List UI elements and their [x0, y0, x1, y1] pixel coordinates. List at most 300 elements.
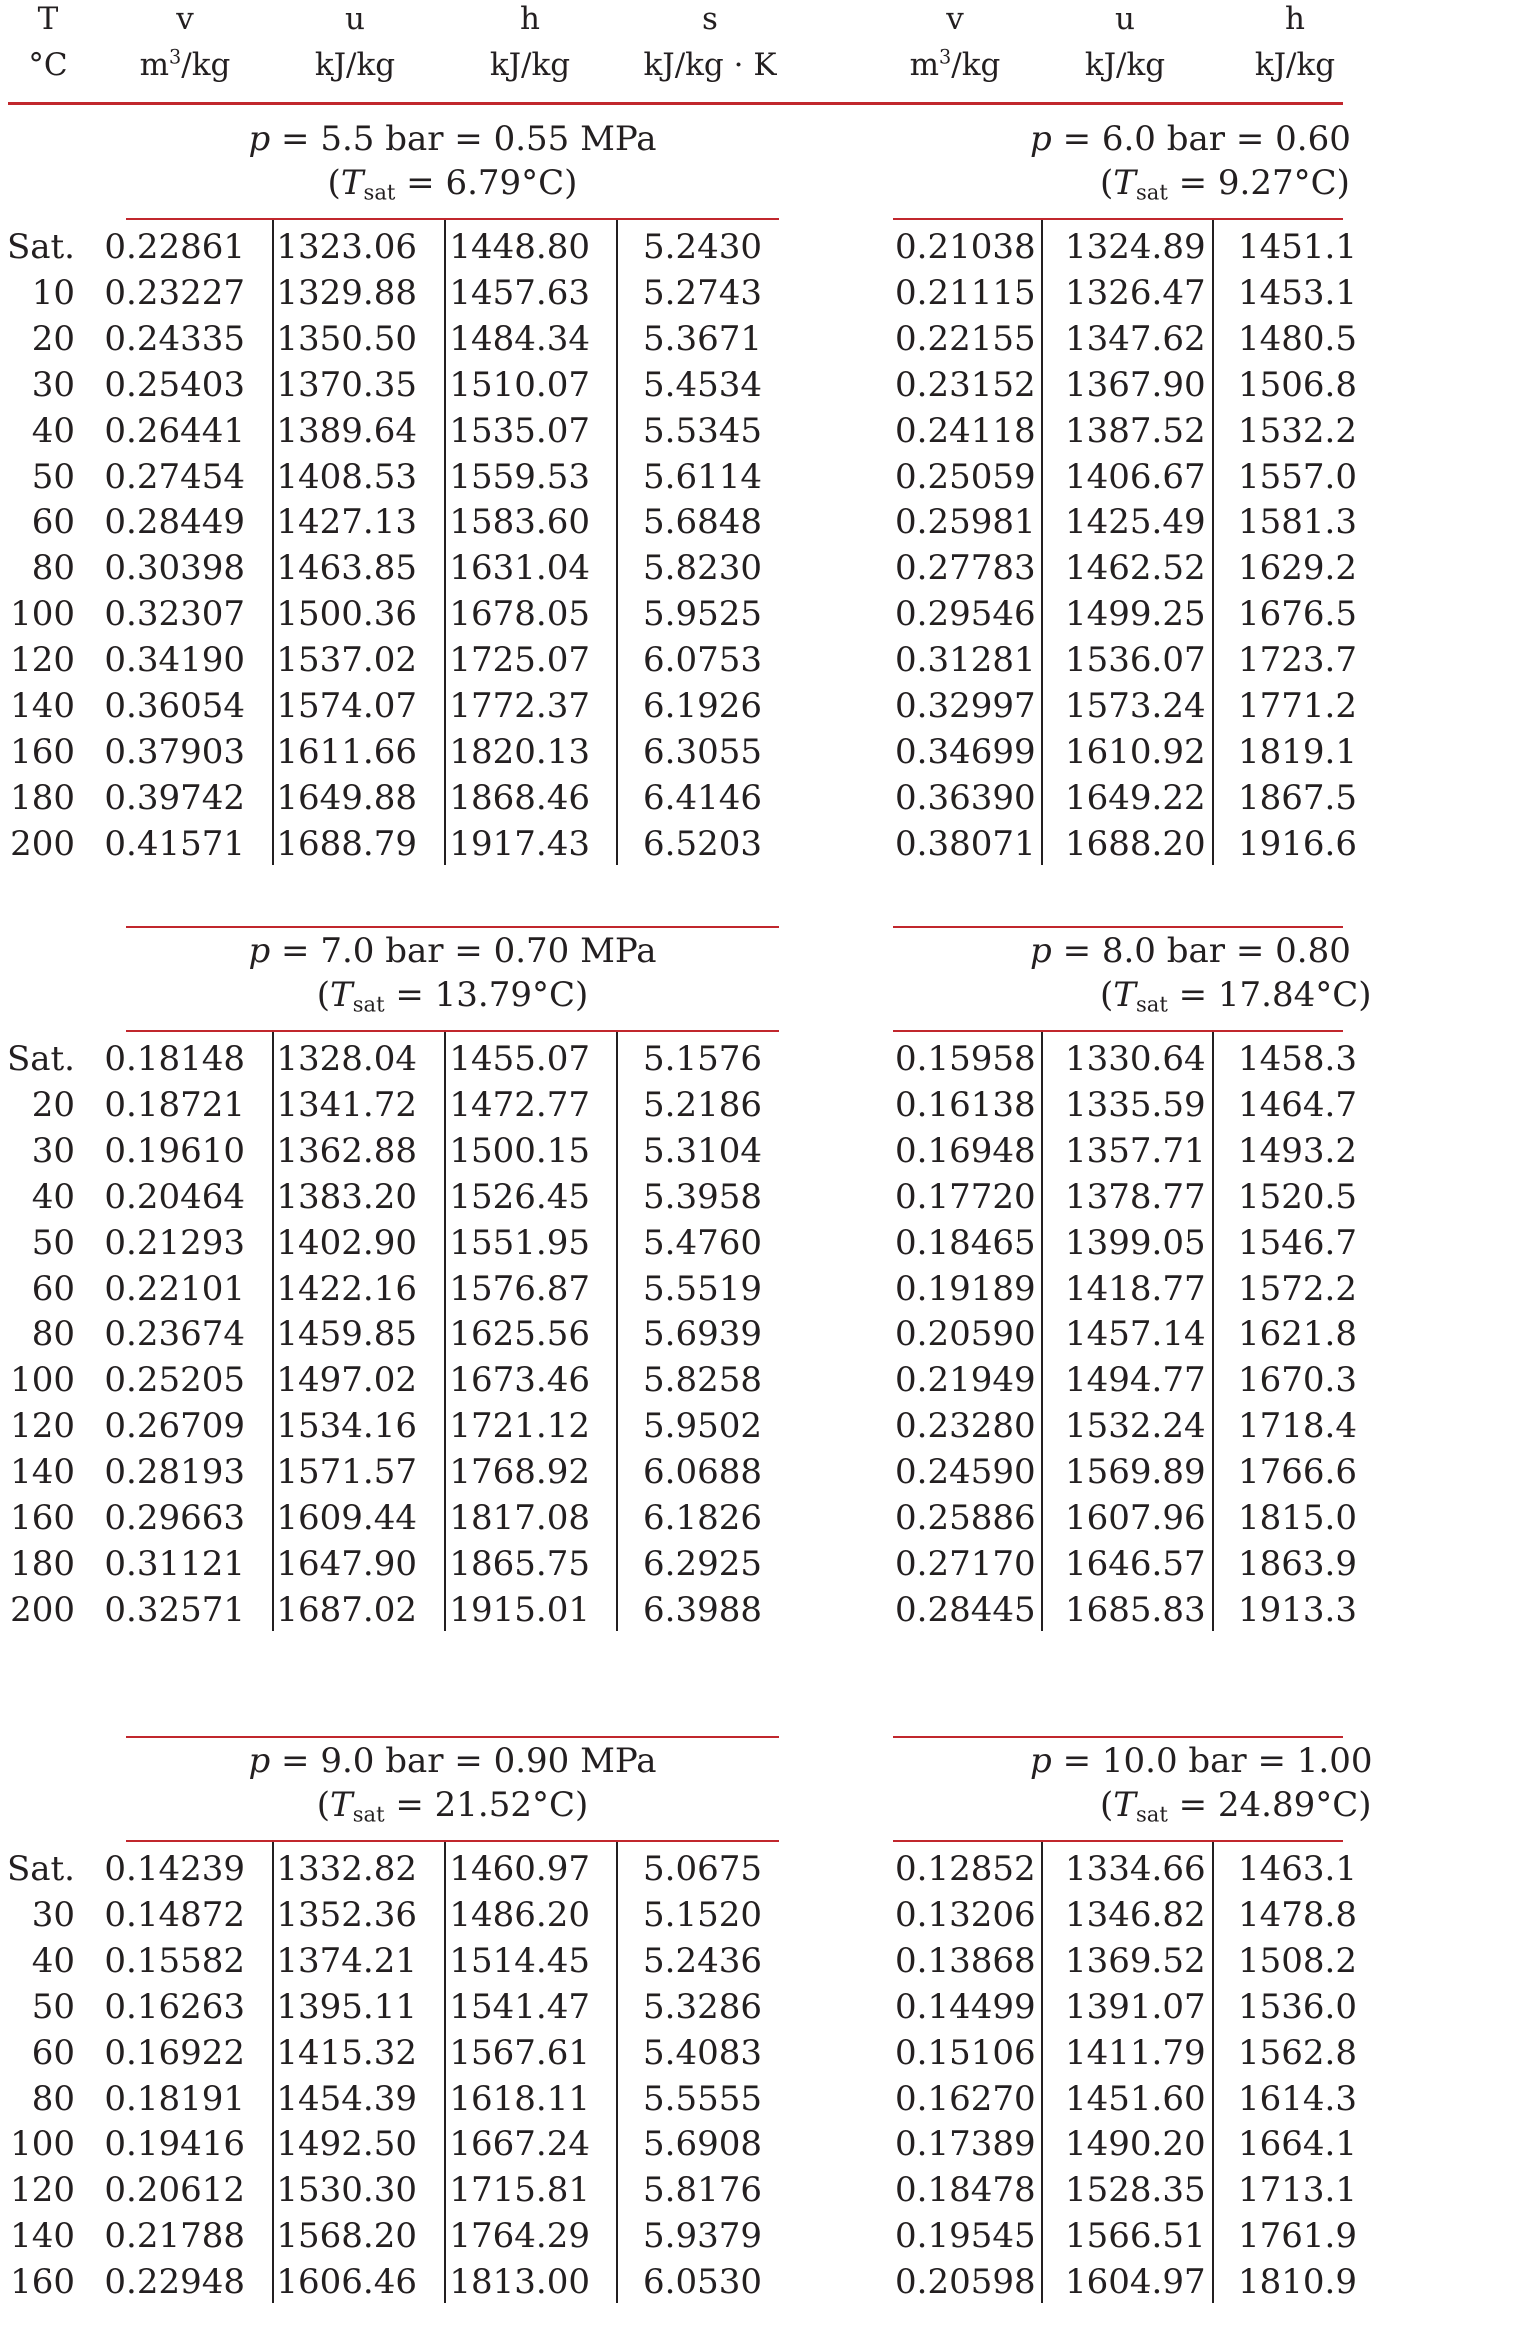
enthalpy-cell: 1863.9	[1238, 1543, 1357, 1584]
internal-energy-cell: 1329.88	[276, 272, 417, 313]
entropy-cell: 6.1926	[643, 686, 762, 726]
specific-volume-cell: 0.12852	[895, 1849, 1036, 1889]
enthalpy-cell: 1460.97	[449, 1849, 590, 1889]
specific-volume-cell: 0.34190	[104, 640, 245, 681]
enthalpy-cell: 1673.46	[449, 1360, 590, 1401]
internal-energy-cell: 1610.92	[1065, 731, 1206, 772]
enthalpy-cell: 1820.13	[449, 731, 590, 772]
temperature-cell: 120	[10, 2170, 75, 2211]
pressure-title: p = 10.0 bar = 1.00	[1030, 1741, 1373, 1781]
section-top-rule	[893, 926, 1343, 928]
internal-energy-cell: 1534.16	[276, 1406, 417, 1447]
temperature-cell: 60	[31, 502, 75, 543]
specific-volume-cell: 0.25403	[104, 364, 245, 405]
enthalpy-cell: 1867.5	[1238, 777, 1357, 818]
section-top-rule	[126, 1736, 779, 1738]
entropy-cell: 5.6848	[643, 502, 762, 543]
temperature-cell: 80	[31, 2078, 75, 2119]
entropy-cell: 5.2430	[643, 227, 762, 267]
temperature-cell: 140	[10, 686, 75, 726]
column-divider	[1041, 1032, 1043, 1631]
enthalpy-cell: 1916.6	[1238, 823, 1357, 864]
temperature-cell: 160	[10, 731, 75, 772]
enthalpy-cell: 1621.8	[1238, 1314, 1357, 1355]
internal-energy-cell: 1374.21	[276, 1940, 417, 1981]
temperature-cell: 20	[31, 1084, 75, 1125]
specific-volume-cell: 0.18721	[104, 1084, 245, 1125]
internal-energy-cell: 1688.79	[276, 823, 417, 864]
entropy-cell: 5.8176	[643, 2170, 762, 2211]
enthalpy-cell: 1506.8	[1238, 364, 1357, 405]
specific-volume-cell: 0.29546	[895, 594, 1036, 635]
temperature-cell: 30	[31, 1130, 75, 1171]
enthalpy-cell: 1813.00	[449, 2262, 590, 2303]
column-symbol: T	[37, 1, 59, 37]
entropy-cell: 6.4146	[643, 777, 762, 818]
entropy-cell: 5.8230	[643, 548, 762, 589]
column-symbol: h	[520, 1, 540, 37]
internal-energy-cell: 1687.02	[276, 1589, 417, 1630]
temperature-cell: 200	[10, 823, 75, 864]
internal-energy-cell: 1649.22	[1065, 777, 1206, 818]
column-divider	[1212, 1032, 1214, 1631]
enthalpy-cell: 1508.2	[1238, 1940, 1357, 1981]
specific-volume-cell: 0.36390	[895, 777, 1036, 818]
specific-volume-cell: 0.15106	[895, 2032, 1036, 2073]
enthalpy-cell: 1676.5	[1238, 594, 1357, 635]
specific-volume-cell: 0.34699	[895, 731, 1036, 772]
enthalpy-cell: 1815.0	[1238, 1498, 1357, 1538]
temperature-cell: 30	[31, 364, 75, 405]
specific-volume-cell: 0.17720	[895, 1176, 1036, 1217]
temperature-cell: Sat.	[6, 1039, 75, 1079]
enthalpy-cell: 1480.5	[1238, 318, 1357, 359]
specific-volume-cell: 0.26709	[104, 1406, 245, 1447]
enthalpy-cell: 1865.75	[449, 1543, 590, 1584]
temperature-cell: 200	[10, 1589, 75, 1630]
enthalpy-cell: 1455.07	[449, 1039, 590, 1079]
internal-energy-cell: 1646.57	[1065, 1543, 1206, 1584]
internal-energy-cell: 1367.90	[1065, 364, 1206, 405]
internal-energy-cell: 1370.35	[276, 364, 417, 405]
internal-energy-cell: 1500.36	[276, 594, 417, 635]
internal-energy-cell: 1418.77	[1065, 1268, 1206, 1309]
internal-energy-cell: 1490.20	[1065, 2124, 1206, 2165]
internal-energy-cell: 1352.36	[276, 1894, 417, 1935]
specific-volume-cell: 0.32997	[895, 686, 1036, 726]
enthalpy-cell: 1576.87	[449, 1268, 590, 1309]
enthalpy-cell: 1667.24	[449, 2124, 590, 2165]
internal-energy-cell: 1378.77	[1065, 1176, 1206, 1217]
enthalpy-cell: 1629.2	[1238, 548, 1357, 589]
entropy-cell: 5.3958	[643, 1176, 762, 1217]
enthalpy-cell: 1868.46	[449, 777, 590, 818]
entropy-cell: 5.4534	[643, 364, 762, 405]
specific-volume-cell: 0.14872	[104, 1894, 245, 1935]
pressure-title: p = 6.0 bar = 0.60	[1030, 119, 1351, 159]
temperature-cell: Sat.	[6, 1849, 75, 1889]
specific-volume-cell: 0.29663	[104, 1498, 245, 1538]
specific-volume-cell: 0.16948	[895, 1130, 1036, 1171]
enthalpy-cell: 1451.1	[1238, 227, 1357, 267]
specific-volume-cell: 0.22861	[104, 227, 245, 267]
temperature-cell: Sat.	[6, 227, 75, 267]
temperature-cell: 40	[31, 1176, 75, 1217]
section-rule	[126, 218, 779, 220]
internal-energy-cell: 1574.07	[276, 686, 417, 726]
internal-energy-cell: 1604.97	[1065, 2262, 1206, 2303]
specific-volume-cell: 0.32307	[104, 594, 245, 635]
specific-volume-cell: 0.21293	[104, 1222, 245, 1263]
enthalpy-cell: 1913.3	[1238, 1589, 1357, 1630]
entropy-cell: 5.6939	[643, 1314, 762, 1355]
specific-volume-cell: 0.15958	[895, 1039, 1036, 1079]
section-rule	[893, 218, 1343, 220]
internal-energy-cell: 1362.88	[276, 1130, 417, 1171]
section-rule	[893, 1030, 1343, 1032]
column-symbol: u	[345, 1, 365, 37]
enthalpy-cell: 1510.07	[449, 364, 590, 405]
specific-volume-cell: 0.19189	[895, 1268, 1036, 1309]
entropy-cell: 5.1576	[643, 1039, 762, 1079]
specific-volume-cell: 0.26441	[104, 410, 245, 451]
pressure-title: p = 7.0 bar = 0.70 MPa	[248, 931, 657, 971]
entropy-cell: 5.4083	[643, 2032, 762, 2073]
entropy-cell: 5.2743	[643, 272, 762, 313]
temperature-cell: 100	[10, 1360, 75, 1401]
internal-energy-cell: 1411.79	[1065, 2032, 1206, 2073]
entropy-cell: 5.9525	[643, 594, 762, 635]
saturation-temperature: $(T_{sat} = 17.84^\circ C)$	[1100, 975, 1372, 1017]
temperature-cell: 80	[31, 1314, 75, 1355]
specific-volume-cell: 0.16922	[104, 2032, 245, 2073]
specific-volume-cell: 0.24335	[104, 318, 245, 359]
enthalpy-cell: 1457.63	[449, 272, 590, 313]
entropy-cell: 5.4760	[643, 1222, 762, 1263]
temperature-cell: 60	[31, 1268, 75, 1309]
internal-energy-cell: 1422.16	[276, 1268, 417, 1309]
internal-energy-cell: 1607.96	[1065, 1498, 1206, 1538]
internal-energy-cell: 1688.20	[1065, 823, 1206, 864]
enthalpy-cell: 1535.07	[449, 410, 590, 451]
internal-energy-cell: 1451.60	[1065, 2078, 1206, 2119]
specific-volume-cell: 0.25981	[895, 502, 1036, 543]
internal-energy-cell: 1406.67	[1065, 456, 1206, 497]
enthalpy-cell: 1567.61	[449, 2032, 590, 2073]
entropy-cell: 5.0675	[643, 1849, 762, 1889]
specific-volume-cell: 0.22948	[104, 2262, 245, 2303]
internal-energy-cell: 1492.50	[276, 2124, 417, 2165]
specific-volume-cell: 0.36054	[104, 686, 245, 726]
temperature-cell: 180	[10, 777, 75, 818]
column-symbol: v	[176, 1, 194, 37]
internal-energy-cell: 1459.85	[276, 1314, 417, 1355]
specific-volume-cell: 0.19545	[895, 2216, 1036, 2257]
internal-energy-cell: 1454.39	[276, 2078, 417, 2119]
saturation-temperature: $(T_{sat} = 24.89^\circ C)$	[1100, 1785, 1372, 1827]
section-top-rule	[126, 926, 779, 928]
column-unit: kJ/kg · K	[643, 47, 777, 83]
specific-volume-cell: 0.13206	[895, 1894, 1036, 1935]
enthalpy-cell: 1631.04	[449, 548, 590, 589]
column-unit: kJ/kg	[1084, 47, 1166, 83]
internal-energy-cell: 1326.47	[1065, 272, 1206, 313]
internal-energy-cell: 1685.83	[1065, 1589, 1206, 1630]
enthalpy-cell: 1766.6	[1238, 1452, 1357, 1493]
entropy-cell: 5.8258	[643, 1360, 762, 1401]
entropy-cell: 5.3104	[643, 1130, 762, 1171]
entropy-cell: 5.3671	[643, 318, 762, 359]
specific-volume-cell: 0.17389	[895, 2124, 1036, 2165]
temperature-cell: 50	[31, 456, 75, 497]
temperature-cell: 80	[31, 548, 75, 589]
temperature-cell: 160	[10, 1498, 75, 1538]
enthalpy-cell: 1664.1	[1238, 2124, 1357, 2165]
enthalpy-cell: 1557.0	[1238, 456, 1357, 497]
enthalpy-cell: 1572.2	[1238, 1268, 1357, 1309]
enthalpy-cell: 1768.92	[449, 1452, 590, 1493]
enthalpy-cell: 1458.3	[1238, 1039, 1357, 1079]
specific-volume-cell: 0.20590	[895, 1314, 1036, 1355]
specific-volume-cell: 0.14239	[104, 1849, 245, 1889]
specific-volume-cell: 0.16138	[895, 1084, 1036, 1125]
entropy-cell: 6.3988	[643, 1589, 762, 1630]
enthalpy-cell: 1772.37	[449, 686, 590, 726]
pressure-title: p = 5.5 bar = 0.55 MPa	[248, 119, 657, 159]
internal-energy-cell: 1568.20	[276, 2216, 417, 2257]
internal-energy-cell: 1537.02	[276, 640, 417, 681]
enthalpy-cell: 1915.01	[449, 1589, 590, 1630]
enthalpy-cell: 1715.81	[449, 2170, 590, 2211]
specific-volume-cell: 0.23280	[895, 1406, 1036, 1447]
enthalpy-cell: 1464.7	[1238, 1084, 1357, 1125]
specific-volume-cell: 0.21038	[895, 227, 1036, 267]
temperature-cell: 40	[31, 1940, 75, 1981]
entropy-cell: 5.5519	[643, 1268, 762, 1309]
internal-energy-cell: 1346.82	[1065, 1894, 1206, 1935]
specific-volume-cell: 0.28449	[104, 502, 245, 543]
temperature-cell: 10	[31, 272, 75, 313]
specific-volume-cell: 0.27783	[895, 548, 1036, 589]
entropy-cell: 5.6114	[643, 456, 762, 497]
column-unit: $m^3/kg$	[909, 45, 1001, 83]
column-symbol: v	[946, 1, 964, 37]
specific-volume-cell: 0.28193	[104, 1452, 245, 1493]
entropy-cell: 6.2925	[643, 1543, 762, 1584]
enthalpy-cell: 1725.07	[449, 640, 590, 681]
section-top-rule	[893, 1736, 1343, 1738]
temperature-cell: 120	[10, 640, 75, 681]
specific-volume-cell: 0.14499	[895, 1986, 1036, 2027]
specific-volume-cell: 0.23227	[104, 272, 245, 313]
enthalpy-cell: 1723.7	[1238, 640, 1357, 681]
internal-energy-cell: 1357.71	[1065, 1130, 1206, 1171]
entropy-cell: 5.2186	[643, 1084, 762, 1125]
internal-energy-cell: 1387.52	[1065, 410, 1206, 451]
enthalpy-cell: 1448.80	[449, 227, 590, 267]
section-rule	[893, 1840, 1343, 1842]
enthalpy-cell: 1917.43	[449, 823, 590, 864]
temperature-cell: 180	[10, 1543, 75, 1584]
entropy-cell: 5.2436	[643, 1940, 762, 1981]
specific-volume-cell: 0.16270	[895, 2078, 1036, 2119]
entropy-cell: 6.0688	[643, 1452, 762, 1493]
specific-volume-cell: 0.41571	[104, 823, 245, 864]
entropy-cell: 5.6908	[643, 2124, 762, 2165]
internal-energy-cell: 1462.52	[1065, 548, 1206, 589]
entropy-cell: 5.1520	[643, 1894, 762, 1935]
saturation-temperature: $(T_{sat} = 21.52^\circ C)$	[316, 1785, 589, 1827]
internal-energy-cell: 1425.49	[1065, 502, 1206, 543]
specific-volume-cell: 0.39742	[104, 777, 245, 818]
specific-volume-cell: 0.32571	[104, 1589, 245, 1630]
internal-energy-cell: 1391.07	[1065, 1986, 1206, 2027]
specific-volume-cell: 0.25059	[895, 456, 1036, 497]
enthalpy-cell: 1810.9	[1238, 2262, 1357, 2303]
enthalpy-cell: 1618.11	[449, 2078, 590, 2119]
specific-volume-cell: 0.18465	[895, 1222, 1036, 1263]
specific-volume-cell: 0.31281	[895, 640, 1036, 681]
column-unit: kJ/kg	[489, 47, 571, 83]
internal-energy-cell: 1647.90	[276, 1543, 417, 1584]
enthalpy-cell: 1520.5	[1238, 1176, 1357, 1217]
column-divider	[1041, 1842, 1043, 2303]
specific-volume-cell: 0.37903	[104, 731, 245, 772]
enthalpy-cell: 1721.12	[449, 1406, 590, 1447]
enthalpy-cell: 1614.3	[1238, 2078, 1357, 2119]
temperature-cell: 40	[31, 410, 75, 451]
specific-volume-cell: 0.15582	[104, 1940, 245, 1981]
internal-energy-cell: 1609.44	[276, 1498, 417, 1538]
column-symbol: s	[702, 1, 718, 37]
enthalpy-cell: 1562.8	[1238, 2032, 1357, 2073]
specific-volume-cell: 0.28445	[895, 1589, 1036, 1630]
specific-volume-cell: 0.23674	[104, 1314, 245, 1355]
saturation-temperature: $(T_{sat} = 6.79^\circ C)$	[327, 163, 578, 205]
specific-volume-cell: 0.20612	[104, 2170, 245, 2211]
saturation-temperature: $(T_{sat} = 13.79^\circ C)$	[316, 975, 589, 1017]
entropy-cell: 6.1826	[643, 1498, 762, 1538]
internal-energy-cell: 1611.66	[276, 731, 417, 772]
column-unit: $m^3/kg$	[139, 45, 231, 83]
specific-volume-cell: 0.30398	[104, 548, 245, 589]
enthalpy-cell: 1583.60	[449, 502, 590, 543]
enthalpy-cell: 1817.08	[449, 1498, 590, 1538]
enthalpy-cell: 1559.53	[449, 456, 590, 497]
enthalpy-cell: 1514.45	[449, 1940, 590, 1981]
section-rule	[126, 1030, 779, 1032]
internal-energy-cell: 1347.62	[1065, 318, 1206, 359]
specific-volume-cell: 0.22101	[104, 1268, 245, 1309]
enthalpy-cell: 1486.20	[449, 1894, 590, 1935]
internal-energy-cell: 1369.52	[1065, 1940, 1206, 1981]
internal-energy-cell: 1463.85	[276, 548, 417, 589]
specific-volume-cell: 0.18478	[895, 2170, 1036, 2211]
internal-energy-cell: 1328.04	[276, 1039, 417, 1079]
enthalpy-cell: 1713.1	[1238, 2170, 1357, 2211]
specific-volume-cell: 0.18148	[104, 1039, 245, 1079]
internal-energy-cell: 1330.64	[1065, 1039, 1206, 1079]
specific-volume-cell: 0.16263	[104, 1986, 245, 2027]
specific-volume-cell: 0.20464	[104, 1176, 245, 1217]
internal-energy-cell: 1497.02	[276, 1360, 417, 1401]
column-divider	[1041, 220, 1043, 865]
temperature-cell: 120	[10, 1406, 75, 1447]
entropy-cell: 5.3286	[643, 1986, 762, 2027]
specific-volume-cell: 0.20598	[895, 2262, 1036, 2303]
specific-volume-cell: 0.24590	[895, 1452, 1036, 1493]
enthalpy-cell: 1536.0	[1238, 1986, 1357, 2027]
internal-energy-cell: 1402.90	[276, 1222, 417, 1263]
internal-energy-cell: 1499.25	[1065, 594, 1206, 635]
enthalpy-cell: 1551.95	[449, 1222, 590, 1263]
internal-energy-cell: 1332.82	[276, 1849, 417, 1889]
specific-volume-cell: 0.31121	[104, 1543, 245, 1584]
enthalpy-cell: 1625.56	[449, 1314, 590, 1355]
internal-energy-cell: 1606.46	[276, 2262, 417, 2303]
temperature-cell: 20	[31, 318, 75, 359]
enthalpy-cell: 1761.9	[1238, 2216, 1357, 2257]
entropy-cell: 6.0753	[643, 640, 762, 681]
internal-energy-cell: 1571.57	[276, 1452, 417, 1493]
internal-energy-cell: 1427.13	[276, 502, 417, 543]
internal-energy-cell: 1395.11	[276, 1986, 417, 2027]
specific-volume-cell: 0.19416	[104, 2124, 245, 2165]
enthalpy-cell: 1478.8	[1238, 1894, 1357, 1935]
entropy-cell: 5.9502	[643, 1406, 762, 1447]
temperature-cell: 100	[10, 2124, 75, 2165]
pressure-title: p = 9.0 bar = 0.90 MPa	[248, 1741, 657, 1781]
internal-energy-cell: 1532.24	[1065, 1406, 1206, 1447]
internal-energy-cell: 1350.50	[276, 318, 417, 359]
temperature-cell: 30	[31, 1894, 75, 1935]
enthalpy-cell: 1718.4	[1238, 1406, 1357, 1447]
entropy-cell: 5.5555	[643, 2078, 762, 2119]
internal-energy-cell: 1383.20	[276, 1176, 417, 1217]
specific-volume-cell: 0.24118	[895, 410, 1036, 451]
temperature-cell: 50	[31, 1986, 75, 2027]
column-symbol: h	[1285, 1, 1305, 37]
internal-energy-cell: 1323.06	[276, 227, 417, 267]
specific-volume-cell: 0.25205	[104, 1360, 245, 1401]
internal-energy-cell: 1573.24	[1065, 686, 1206, 726]
saturation-temperature: $(T_{sat} = 9.27^\circ C)$	[1100, 163, 1350, 205]
specific-volume-cell: 0.21788	[104, 2216, 245, 2257]
enthalpy-cell: 1532.2	[1238, 410, 1357, 451]
temperature-cell: 100	[10, 594, 75, 635]
entropy-cell: 6.0530	[643, 2262, 762, 2303]
entropy-cell: 5.9379	[643, 2216, 762, 2257]
internal-energy-cell: 1334.66	[1065, 1849, 1206, 1889]
internal-energy-cell: 1341.72	[276, 1084, 417, 1125]
internal-energy-cell: 1536.07	[1065, 640, 1206, 681]
temperature-cell: 50	[31, 1222, 75, 1263]
internal-energy-cell: 1566.51	[1065, 2216, 1206, 2257]
internal-energy-cell: 1408.53	[276, 456, 417, 497]
header-rule	[8, 102, 1343, 105]
internal-energy-cell: 1335.59	[1065, 1084, 1206, 1125]
internal-energy-cell: 1324.89	[1065, 227, 1206, 267]
enthalpy-cell: 1678.05	[449, 594, 590, 635]
enthalpy-cell: 1484.34	[449, 318, 590, 359]
specific-volume-cell: 0.27170	[895, 1543, 1036, 1584]
enthalpy-cell: 1472.77	[449, 1084, 590, 1125]
column-divider	[1212, 1842, 1214, 2303]
pressure-title: p = 8.0 bar = 0.80	[1030, 931, 1351, 971]
specific-volume-cell: 0.22155	[895, 318, 1036, 359]
column-symbol: u	[1115, 1, 1135, 37]
internal-energy-cell: 1389.64	[276, 410, 417, 451]
